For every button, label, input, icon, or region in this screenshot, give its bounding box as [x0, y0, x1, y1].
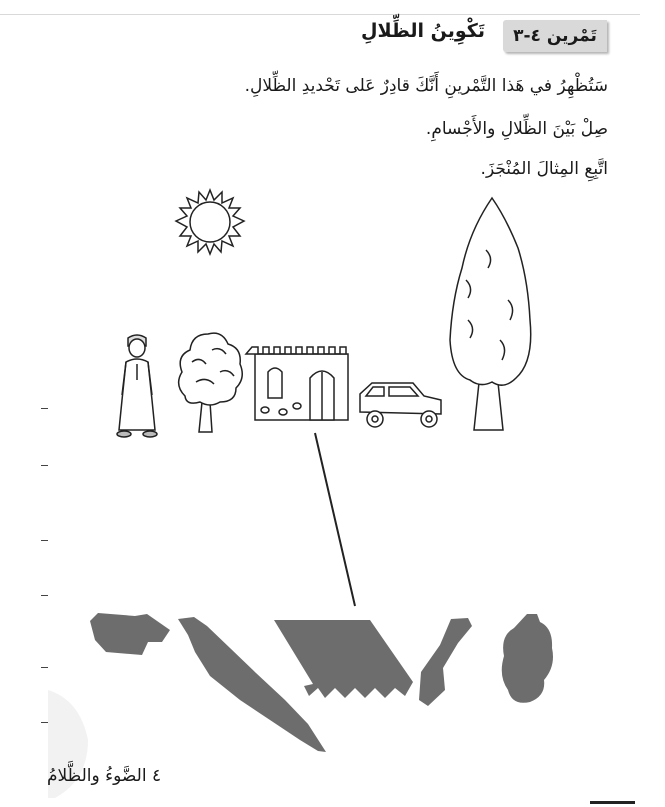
- instruction-3: اتَّبِعِ المِثالَ المُنْجَزَ.: [480, 159, 608, 179]
- instruction-1: سَتُظْهِرُ في هَذا التَّمْرينِ أَنَّكَ قادِرٌ عَلى تَحْديدِ الظِّلالِ.: [244, 76, 608, 96]
- car-icon: [360, 383, 441, 427]
- bush-tree-icon: [179, 333, 243, 432]
- house-icon: [246, 347, 348, 420]
- boy-icon: [117, 335, 157, 437]
- bottom-rule: [590, 801, 635, 804]
- example-connection-line: [315, 433, 355, 606]
- car-shadow: [90, 613, 170, 655]
- page-title: تَكْوِينُ الظِّلالِ: [360, 20, 485, 42]
- sun-icon: [176, 190, 244, 254]
- instruction-2: صِلْ بَيْنَ الظِّلالِ والأَجْسامِ.: [425, 119, 608, 139]
- bush-shadow: [502, 614, 553, 703]
- shadows: [90, 613, 553, 752]
- exercise-number: تَمْرين ٤-٣: [513, 26, 597, 46]
- page-footer: ٤ الضَّوءُ والظَّلامُ: [47, 766, 162, 786]
- cypress-tree-icon: [450, 198, 531, 430]
- house-shadow: [274, 620, 413, 698]
- boy-shadow: [419, 618, 472, 706]
